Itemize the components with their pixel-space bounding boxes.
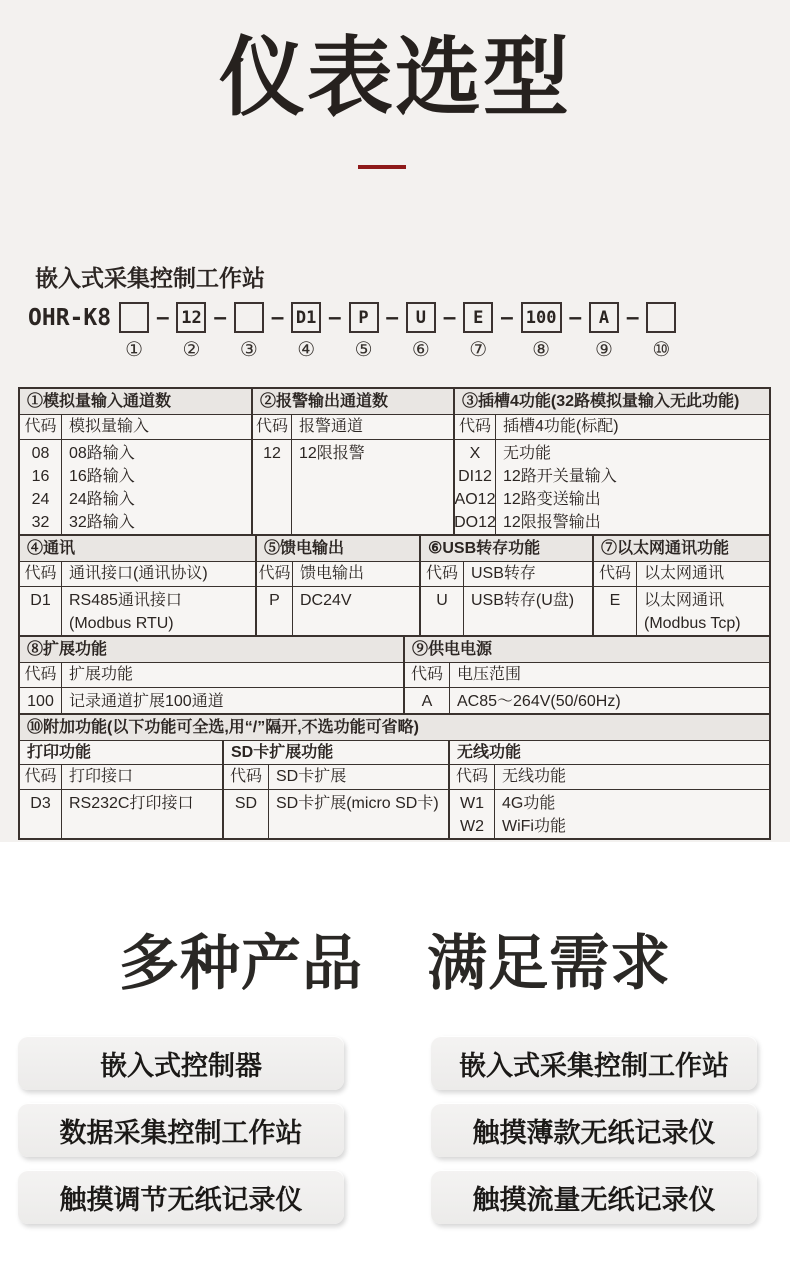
code-slot-6: [406, 302, 436, 361]
code-header: 代码: [224, 765, 269, 789]
column-header: 通讯接口(通讯协议): [69, 565, 208, 582]
code-header: 代码: [20, 415, 62, 439]
value-cell: (Modbus RTU): [69, 615, 174, 632]
value-cell: 24路输入: [69, 491, 135, 508]
table-row-a: [20, 389, 769, 536]
code-index-7: ⑦: [469, 339, 488, 361]
column-header: 电压范围: [457, 666, 522, 683]
products-grid: [18, 1036, 757, 1224]
section-usb-transfer: [421, 536, 594, 635]
table-row-b: [20, 536, 769, 637]
subsection-print: [20, 741, 224, 838]
value-cell: AC85～264V(50/60Hz): [457, 693, 621, 710]
code-box-4: D1: [291, 302, 321, 333]
code-cell: 32: [31, 514, 50, 531]
accent-divider: [358, 165, 406, 169]
section-header-row: [455, 415, 769, 440]
section-title: ⑦以太网通讯功能: [594, 536, 769, 562]
code-slot-7: [463, 302, 493, 361]
code-cell: A: [421, 693, 433, 710]
section-header-row: [20, 765, 222, 790]
value-cell: SD卡扩展(micro SD卡): [276, 795, 439, 812]
column-header: 模拟量输入: [69, 418, 150, 435]
code-header: 代码: [20, 765, 62, 789]
code-cell: E: [609, 592, 621, 609]
table-row-c: [20, 637, 769, 715]
value-cell: 以太网通讯: [644, 592, 725, 609]
products-heading-right: 满足需求: [427, 930, 671, 997]
code-index-4: ④: [297, 339, 316, 361]
code-header: 代码: [455, 415, 496, 439]
code-dash: –: [385, 303, 399, 331]
value-cell: (Modbus Tcp): [644, 615, 741, 632]
column-header: 扩展功能: [69, 666, 134, 683]
section-body: [253, 440, 453, 534]
code-box-1: [119, 302, 149, 333]
section-feed-output: [257, 536, 421, 635]
section-title: ③插槽4功能(32路模拟量输入无此功能): [455, 389, 769, 415]
code-header: 代码: [594, 562, 637, 586]
spec-table: [18, 387, 771, 840]
product-button-touch-control-paperless-recorder[interactable]: 触摸调节无纸记录仪: [18, 1170, 344, 1224]
products-heading: [0, 916, 790, 1002]
code-dash: –: [625, 303, 640, 331]
section-body: [224, 790, 448, 838]
code-dash: –: [213, 303, 227, 331]
section-body: [20, 790, 222, 838]
section-additional-functions: [20, 715, 769, 838]
value-cell: 12路开关量输入: [503, 468, 617, 485]
code-cell: 24: [31, 491, 50, 508]
product-button-data-acquisition-workstation[interactable]: 数据采集控制工作站: [18, 1103, 344, 1157]
code-cell: D1: [30, 592, 51, 609]
column-header: 打印接口: [69, 768, 134, 785]
section-alarm-output: [253, 389, 455, 534]
section-title: ⑩附加功能(以下功能可全选,用“/”隔开,不选功能可省略): [20, 715, 769, 741]
section-title: ②报警输出通道数: [253, 389, 453, 415]
column-header: 报警通道: [299, 418, 364, 435]
model-subtitle: 嵌入式采集控制工作站: [35, 265, 265, 291]
code-index-2: ②: [182, 339, 201, 361]
column-header: 插槽4功能(标配): [503, 418, 619, 435]
code-header: 代码: [257, 562, 293, 586]
section-slot4-function: [455, 389, 769, 534]
section-header-row: [405, 663, 769, 688]
code-cell: P: [269, 592, 280, 609]
code-index-8: ⑧: [532, 339, 551, 361]
product-button-embedded-controller[interactable]: 嵌入式控制器: [18, 1036, 344, 1090]
code-dash: –: [156, 303, 170, 331]
section-title: ⑧扩展功能: [20, 637, 403, 663]
value-cell: 12路变送输出: [503, 491, 601, 508]
section-body: [594, 587, 769, 635]
value-cell: 4G功能: [502, 795, 556, 812]
section-analog-input: [20, 389, 253, 534]
code-cell: SD: [234, 795, 258, 812]
code-dash: –: [442, 303, 457, 331]
code-cell: AO12: [454, 491, 496, 508]
section-header-row: [224, 765, 448, 790]
table-row-d: [20, 715, 769, 838]
section-header-row: [20, 663, 403, 688]
subsection-sd-card: [224, 741, 450, 838]
value-cell: WiFi功能: [502, 818, 566, 835]
code-index-6: ⑥: [411, 339, 430, 361]
value-cell: 无功能: [503, 445, 552, 462]
code-cell: W1: [460, 795, 484, 812]
column-header: 无线功能: [502, 768, 567, 785]
code-index-1: ①: [125, 339, 144, 361]
code-header: 代码: [20, 663, 62, 687]
code-cell: 16: [31, 468, 50, 485]
code-slot-9: [589, 302, 619, 361]
code-index-3: ③: [239, 339, 258, 361]
value-cell: USB转存(U盘): [471, 592, 575, 609]
code-cell: W2: [460, 818, 484, 835]
section-communication: [20, 536, 257, 635]
code-dash: –: [568, 303, 582, 331]
section-title: ④通讯: [20, 536, 255, 562]
section-title: ⑨供电电源: [405, 637, 769, 663]
code-box-5: P: [349, 302, 379, 333]
code-dash: –: [328, 303, 342, 331]
value-cell: DC24V: [300, 592, 352, 609]
code-box-6: U: [406, 302, 436, 333]
value-cell: 12限报警: [299, 445, 365, 462]
section-title: ⑤馈电输出: [257, 536, 419, 562]
section-body: [257, 587, 419, 635]
code-slot-1: [119, 302, 149, 361]
section-title: ①模拟量输入通道数: [20, 389, 251, 415]
page-title: 仪表选型: [219, 30, 571, 126]
code-slot-5: [349, 302, 379, 361]
code-cell: DO12: [454, 514, 496, 531]
code-box-8: 100: [521, 302, 562, 333]
column-header: SD卡扩展: [276, 768, 347, 785]
subsection-title: SD卡扩展功能: [224, 741, 448, 765]
code-cell: 100: [27, 693, 54, 710]
section-header-row: [594, 562, 769, 587]
code-box-7: E: [463, 302, 493, 333]
column-header: USB转存: [471, 565, 536, 582]
code-index-10: ⑩: [652, 339, 671, 361]
value-cell: RS232C打印接口: [69, 795, 194, 812]
column-header: 馈电输出: [300, 565, 365, 582]
code-header: 代码: [450, 765, 495, 789]
value-cell: 记录通道扩展100通道: [69, 693, 224, 710]
sub-sections: [20, 741, 769, 838]
section-header-row: [20, 562, 255, 587]
subsection-wireless: [450, 741, 769, 838]
section-body: [20, 688, 403, 713]
code-index-5: ⑤: [354, 339, 373, 361]
code-header: 代码: [253, 415, 292, 439]
section-title: ⑥USB转存功能: [421, 536, 592, 562]
code-box-9: A: [589, 302, 619, 333]
code-slot-8: [521, 302, 562, 361]
section-header-row: [253, 415, 453, 440]
value-cell: RS485通讯接口: [69, 592, 182, 609]
product-button-touch-flow-paperless-recorder[interactable]: 触摸流量无纸记录仪: [431, 1170, 757, 1224]
section-body: [455, 440, 769, 534]
code-dash: –: [270, 303, 285, 331]
section-body: [405, 688, 769, 713]
code-box-3: [234, 302, 264, 333]
subsection-title: 无线功能: [450, 741, 769, 765]
section-header-row: [257, 562, 419, 587]
code-cell: DI12: [458, 468, 492, 485]
code-box-2: 12: [176, 302, 206, 333]
column-header: 以太网通讯: [644, 565, 725, 582]
value-cell: 08路输入: [69, 445, 135, 462]
value-cell: 32路输入: [69, 514, 135, 531]
section-ethernet: [594, 536, 769, 635]
code-cell: U: [436, 592, 448, 609]
section-body: [20, 587, 255, 635]
code-cell: 08: [31, 445, 50, 462]
code-slot-4: [291, 302, 321, 361]
section-body: [450, 790, 769, 838]
code-cell: D3: [30, 795, 51, 812]
code-slot-2: [176, 302, 206, 361]
subsection-title: 打印功能: [20, 741, 222, 765]
code-cell: 12: [263, 445, 281, 462]
ordering-code-diagram: [28, 302, 676, 361]
products-heading-left: 多种产品: [119, 930, 363, 997]
code-dash: –: [500, 303, 514, 331]
section-header-row: [20, 415, 251, 440]
section-header-row: [450, 765, 769, 790]
code-box-10: [646, 302, 676, 333]
products-section: [0, 842, 790, 1272]
code-slot-3: [234, 302, 264, 361]
code-slot-10: [646, 302, 676, 361]
code-index-9: ⑨: [595, 339, 613, 361]
value-cell: 16路输入: [69, 468, 135, 485]
section-header-row: [421, 562, 592, 587]
model-prefix: OHR-K8: [28, 305, 112, 331]
code-cell: X: [469, 445, 481, 462]
section-extension: [20, 637, 405, 713]
section-body: [421, 587, 592, 635]
code-header: 代码: [421, 562, 464, 586]
section-power-supply: [405, 637, 769, 713]
value-cell: 12限报警输出: [503, 514, 601, 531]
product-button-touch-slim-paperless-recorder[interactable]: 触摸薄款无纸记录仪: [431, 1103, 757, 1157]
section-body: [20, 440, 251, 534]
code-header: 代码: [20, 562, 62, 586]
product-button-embedded-acquisition-workstation[interactable]: 嵌入式采集控制工作站: [431, 1036, 757, 1090]
code-header: 代码: [405, 663, 450, 687]
